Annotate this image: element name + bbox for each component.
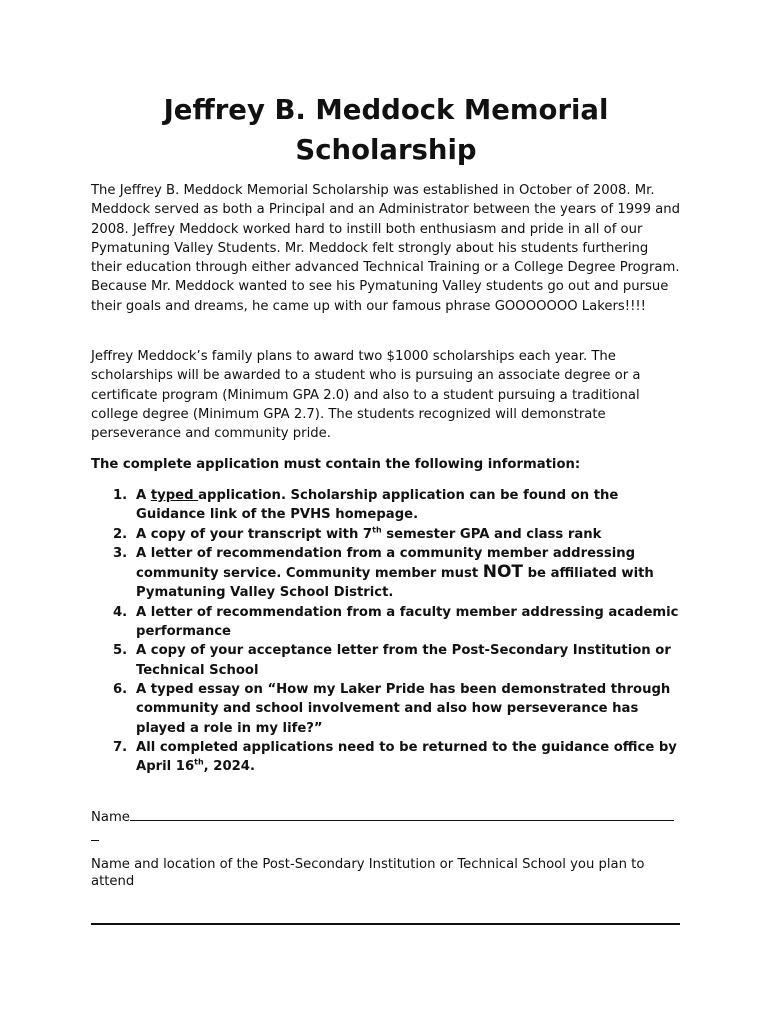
item-number: 4.	[113, 604, 128, 620]
name-field[interactable]	[91, 806, 681, 827]
requirement-text: A copy of your acceptance letter from the Post-Secondary Institution or Technical School	[136, 643, 671, 678]
requirement-text: A letter of recommendation from a community member addressing community service. Community member must	[136, 545, 636, 582]
item-number: 3.	[113, 545, 128, 561]
requirement-item	[91, 544, 686, 603]
item-number: 6.	[113, 681, 128, 697]
requirements-heading: The complete application must contain the following information:	[91, 457, 581, 472]
item-number: 2.	[113, 526, 128, 542]
requirement-text: application. Scholarship application can be found on the Guidance link of the PVHS homepage.	[136, 488, 619, 523]
item-number: 7.	[113, 739, 128, 755]
ordinal-suffix: th	[372, 525, 382, 535]
requirement-item	[91, 525, 686, 544]
intro-paragraph: The Jeffrey B. Meddock Memorial Scholarship was established in October of 2008. Mr. Meddock served as both a Principal and an Administrator between the years of 1999 and 2008. Jeffrey Meddock worked hard to instill both enthusiasm and pride in all of our Pymatuning Valley Students. Mr. Meddock felt strongly about his students furthering their education through either advanced Technical Training or a College Degree Program. Because Mr. Meddock wanted to see his Pymatuning Valley students go out and pursue their goals and dreams, he came up with our famous phrase GOOOOOOO Lakers!!!!	[91, 183, 680, 314]
item-number: 1.	[113, 488, 128, 503]
requirement-item	[91, 680, 686, 738]
requirement-text: A	[136, 488, 151, 503]
underlined-word: typed	[150, 488, 199, 503]
institution-answer-line[interactable]	[91, 923, 680, 925]
emphasis-not: NOT	[482, 562, 523, 583]
item-number: 5.	[113, 643, 128, 659]
requirement-text: A typed essay on “How my Laker Pride has been demonstrated through community and school involvement and also how perseverance has played a role in my life?”	[136, 681, 671, 736]
requirement-text: A letter of recommendation from a faculty member addressing academic performance	[136, 604, 679, 640]
requirement-text: be affiliated with Pymatuning Valley School District.	[136, 566, 654, 601]
page-title: Jeffrey B. Meddock Memorial Scholarship	[163, 94, 609, 166]
ordinal-suffix: th	[194, 757, 204, 767]
requirement-item	[91, 603, 686, 642]
institution-label: Name and location of the Post-Secondary Institution or Technical School you plan to attend	[91, 857, 645, 889]
requirement-item	[91, 738, 686, 777]
requirements-list	[91, 486, 686, 776]
requirement-text: semester GPA and class rank	[381, 526, 602, 542]
name-underline[interactable]	[130, 806, 674, 821]
name-underline-wrap	[91, 826, 99, 841]
name-label: Name	[91, 810, 130, 825]
requirement-text: A copy of your transcript with 7	[136, 526, 373, 542]
requirement-item	[91, 641, 686, 680]
award-paragraph: Jeffrey Meddock’s family plans to award two $1000 scholarships each year. The scholarships will be awarded to a student who is pursuing an associate degree or a certificate program (Minimum GPA 2.0) and also to a student pursuing a traditional college degree (Minimum GPA 2.7). The students recognized will demonstrate perseverance and community pride.	[91, 349, 641, 442]
requirement-item	[91, 486, 686, 525]
requirement-text: All completed applications need to be returned to the guidance office by April 16	[136, 739, 677, 775]
requirement-text: , 2024.	[203, 759, 255, 775]
